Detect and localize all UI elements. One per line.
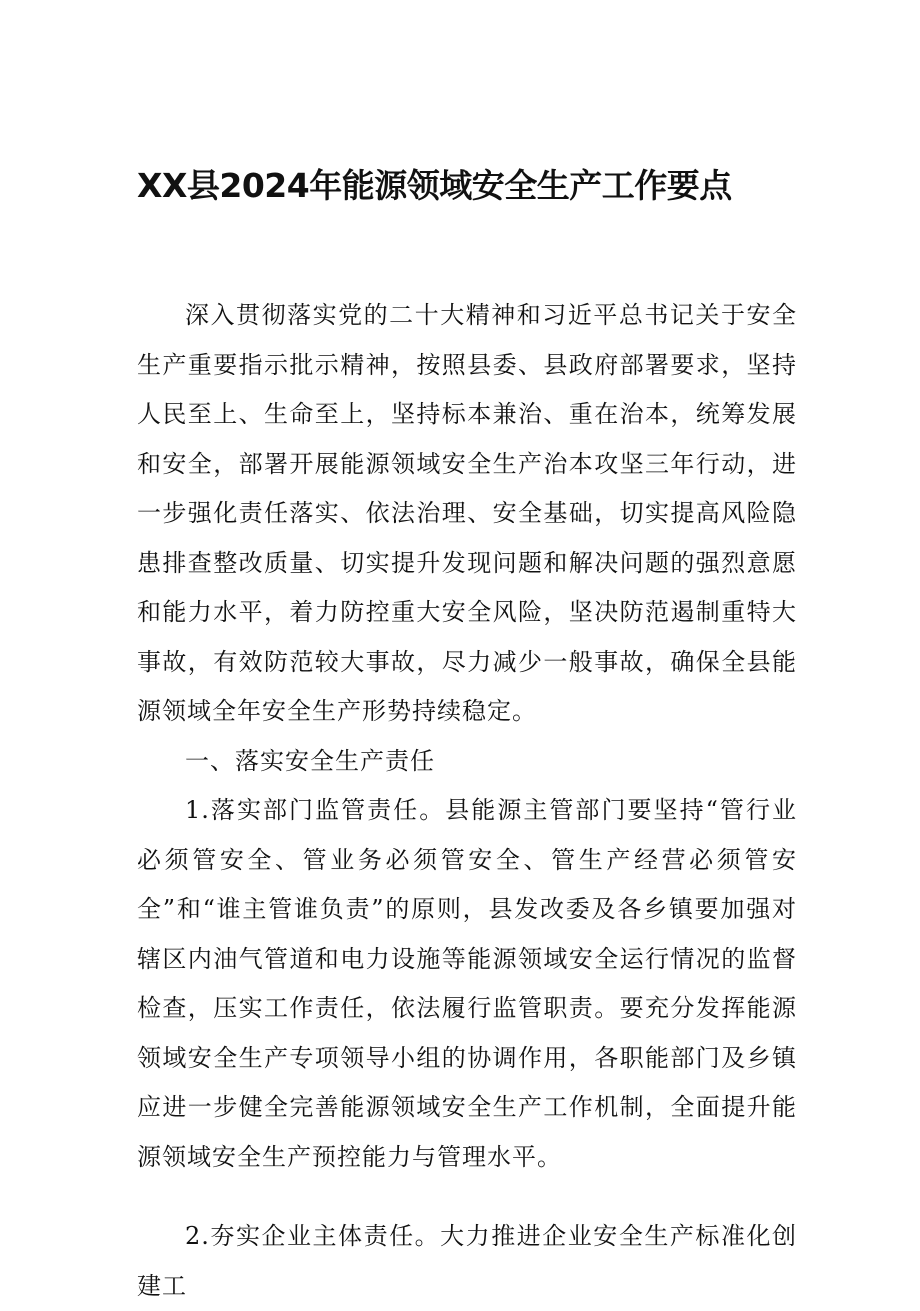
section-heading-1: 一、落实安全生产责任 xyxy=(185,746,435,775)
intro-paragraph: 深入贯彻落实党的二十大精神和习近平总书记关于安全生产重要指示批示精神，按照县委、县政府部署要求，坚持人民至上、生命至上，坚持标本兼治、重在治本，统筹发展和安全，部署开展能源领域安全生产治本攻坚三年行动，进一步强化责任落实、依法治理、安全基础，切实提高风险隐患排查整改质量、切实提升发现问题和解决问题的强烈意愿和能力水平，着力防控重大安全风险，坚决防范遏制重特大事故，有效防范较大事故，尽力减少一般事故，确保全县能源领域全年安全生产形势持续稳定。 xyxy=(137,301,797,725)
item-paragraph-1: 1.落实部门监管责任。县能源主管部门要坚持“管行业必须管安全、管业务必须管安全、管生产经营必须管安全”和“谁主管谁负责”的原则，县发改委及各乡镇要加强对辖区内油气管道和电力设施等能源领域安全运行情况的监督检查，压实工作责任，依法履行监管职责。要充分发挥能源领域安全生产专项领导小组的协调作用，各职能部门及乡镇应进一步健全完善能源领域安全生产工作机制，全面提升能源领域安全生产预控能力与管理水平。 xyxy=(137,796,797,1171)
item-paragraph-2: 2.夯实企业主体责任。大力推进企业安全生产标准化创建工 xyxy=(137,1222,797,1300)
document-body xyxy=(137,291,797,1311)
document-title: XX县2024年能源领域安全生产工作要点 xyxy=(137,166,732,205)
